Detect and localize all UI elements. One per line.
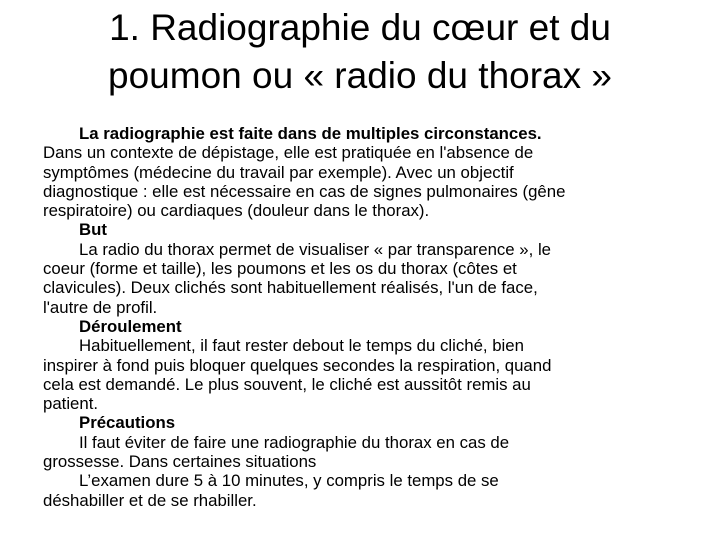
body-line: cela est demandé. Le plus souvent, le cliché est aussitôt remis au bbox=[43, 374, 531, 394]
section-heading-deroulement: Déroulement bbox=[79, 316, 182, 336]
intro-heading: La radiographie est faite dans de multiples circonstances. bbox=[79, 124, 542, 143]
body-line: inspirer à fond puis bloquer quelques secondes la respiration, quand bbox=[43, 355, 552, 375]
body-line: La radio du thorax permet de visualiser « par transparence », le bbox=[79, 239, 552, 259]
body-line: coeur (forme et taille), les poumons et les os du thorax (côtes et bbox=[43, 259, 517, 279]
body-line: L’examen dure 5 à 10 minutes, y compris le temps de se bbox=[79, 471, 499, 491]
body-line: Dans un contexte de dépistage, elle est pratiquée en l'absence de bbox=[43, 143, 534, 163]
body-line: déshabiller et de se rhabiller. bbox=[43, 490, 257, 510]
body-line: Il faut éviter de faire une radiographie du thorax en cas de bbox=[79, 432, 510, 452]
body-line: grossesse. Dans certaines situations bbox=[43, 452, 317, 472]
body-line: clavicules). Deux clichés sont habituellement réalisés, l'un de face, bbox=[43, 278, 538, 298]
body-line: patient. bbox=[43, 394, 99, 414]
slide-body bbox=[43, 124, 683, 510]
title-line-1: 1. Radiographie du cœur et du bbox=[109, 7, 611, 48]
slide-title bbox=[60, 4, 660, 100]
title-line-2: poumon ou « radio du thorax » bbox=[108, 55, 612, 96]
body-line: l'autre de profil. bbox=[43, 297, 158, 317]
body-line: diagnostique : elle est nécessaire en cas de signes pulmonaires (gêne bbox=[43, 181, 566, 201]
body-line: symptômes (médecine du travail par exemple). Avec un objectif bbox=[43, 162, 514, 182]
section-heading-but: But bbox=[79, 220, 107, 240]
body-line: Habituellement, il faut rester debout le temps du cliché, bien bbox=[79, 336, 524, 356]
section-heading-precautions: Précautions bbox=[79, 413, 176, 433]
body-line: respiratoire) ou cardiaques (douleur dans le thorax). bbox=[43, 201, 430, 221]
